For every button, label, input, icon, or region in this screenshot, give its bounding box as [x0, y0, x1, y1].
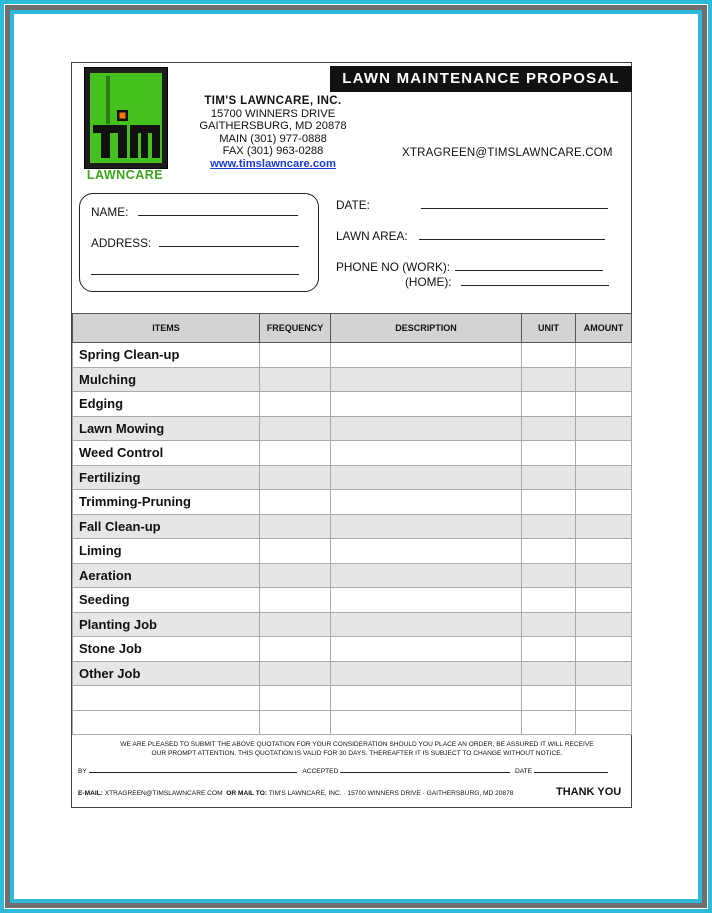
amount-cell[interactable] [576, 392, 632, 417]
amount-cell[interactable] [576, 514, 632, 539]
description-cell[interactable] [331, 367, 522, 392]
table-row [73, 612, 632, 637]
unit-cell[interactable] [522, 392, 576, 417]
amount-cell[interactable] [576, 343, 632, 368]
table-row [73, 514, 632, 539]
unit-cell[interactable] [522, 416, 576, 441]
phone-home-field[interactable] [405, 275, 609, 289]
company-name: TIM'S LAWNCARE, INC. [204, 95, 342, 107]
frequency-cell[interactable] [260, 563, 331, 588]
item-name: Lawn Mowing [73, 416, 260, 441]
unit-cell[interactable] [522, 588, 576, 613]
quotation-note [92, 741, 622, 758]
proposal-sheet [71, 62, 632, 808]
frequency-cell[interactable] [260, 367, 331, 392]
item-name: Planting Job [73, 612, 260, 637]
email-label: E-MAIL: [78, 790, 103, 797]
address-field[interactable] [91, 236, 299, 250]
phone-home-label: (HOME): [405, 275, 452, 289]
signature-line [78, 766, 608, 775]
date-label: DATE: [336, 198, 370, 212]
accepted-label: ACCEPTED [302, 768, 339, 775]
amount-cell[interactable] [576, 612, 632, 637]
description-cell[interactable] [331, 465, 522, 490]
unit-cell[interactable] [522, 343, 576, 368]
amount-cell[interactable] [576, 416, 632, 441]
frequency-cell[interactable] [260, 661, 331, 686]
logo-wordmark: LAWNCARE [86, 168, 164, 182]
amount-cell[interactable] [576, 441, 632, 466]
table-row [73, 392, 632, 417]
table-row [73, 343, 632, 368]
company-main-phone: MAIN (301) 977-0888 [219, 132, 327, 145]
items-header: ITEMS [73, 314, 260, 343]
description-cell[interactable] [331, 539, 522, 564]
tim-logo-mark-icon [90, 73, 162, 163]
frequency-cell[interactable] [260, 588, 331, 613]
item-name: Seeding [73, 588, 260, 613]
frequency-cell[interactable] [260, 539, 331, 564]
item-name: Fertilizing [73, 465, 260, 490]
company-city: GAITHERSBURG, MD 20878 [199, 120, 347, 132]
quotation-note-line-2: OUR PROMPT ATTENTION. THIS QUOTATION IS VALID FOR 30 DAYS. THEREAFTER IT IS SUBJECT TO CHANGE WITHOUT NOTICE. [151, 749, 563, 757]
item-name: Stone Job [73, 637, 260, 662]
table-row [73, 661, 632, 686]
address-label: ADDRESS: [91, 236, 152, 250]
table-row [73, 588, 632, 613]
item-name: Trimming-Pruning [73, 490, 260, 515]
signature-date-field[interactable] [534, 766, 608, 773]
unit-cell[interactable] [522, 465, 576, 490]
description-cell[interactable] [331, 686, 522, 711]
by-label: BY [78, 768, 87, 775]
description-cell[interactable] [331, 637, 522, 662]
table-row [73, 686, 632, 711]
amount-cell[interactable] [576, 661, 632, 686]
frequency-cell[interactable] [260, 416, 331, 441]
lawn-area-field[interactable] [336, 229, 605, 243]
frequency-cell[interactable] [260, 392, 331, 417]
frequency-cell[interactable] [260, 490, 331, 515]
frequency-cell[interactable] [260, 441, 331, 466]
table-row [73, 637, 632, 662]
unit-cell[interactable] [522, 563, 576, 588]
lawn-area-label: LAWN AREA: [336, 229, 408, 243]
footer-mail-address: TIM'S LAWNCARE, INC. · 15700 WINNERS DRIVE · GAITHERSBURG, MD 20878 [268, 790, 514, 797]
footer-email: XTRAGREEN@TIMSLAWNCARE.COM [104, 790, 223, 797]
amount-cell[interactable] [576, 563, 632, 588]
table-row [73, 710, 632, 735]
amount-cell[interactable] [576, 637, 632, 662]
item-name: Weed Control [73, 441, 260, 466]
description-cell[interactable] [331, 710, 522, 735]
item-name[interactable] [73, 710, 260, 735]
item-name: Edging [73, 392, 260, 417]
item-name: Other Job [73, 661, 260, 686]
table-row [73, 490, 632, 515]
description-cell[interactable] [331, 612, 522, 637]
company-logo [82, 67, 168, 185]
unit-cell[interactable] [522, 367, 576, 392]
unit-cell[interactable] [522, 441, 576, 466]
frequency-cell[interactable] [260, 465, 331, 490]
amount-cell[interactable] [576, 686, 632, 711]
client-info-box [79, 193, 319, 292]
table-row [73, 563, 632, 588]
description-cell[interactable] [331, 416, 522, 441]
description-cell[interactable] [331, 490, 522, 515]
address-line-2-field[interactable] [91, 264, 299, 278]
amount-header: AMOUNT [576, 314, 632, 343]
description-cell[interactable] [331, 343, 522, 368]
company-fax: FAX (301) 963-0288 [222, 145, 324, 157]
phone-work-field[interactable] [336, 260, 603, 274]
unit-cell[interactable] [522, 710, 576, 735]
company-info [168, 95, 378, 170]
description-cell[interactable] [331, 514, 522, 539]
company-email: XTRAGREEN@TIMSLAWNCARE.COM [402, 147, 613, 159]
name-field[interactable] [91, 205, 298, 219]
unit-cell[interactable] [522, 490, 576, 515]
item-name: Fall Clean-up [73, 514, 260, 539]
table-header-row [73, 314, 632, 343]
frequency-cell[interactable] [260, 710, 331, 735]
table-row [73, 465, 632, 490]
description-cell[interactable] [331, 441, 522, 466]
phone-work-label: PHONE NO (WORK): [336, 260, 451, 274]
table-row [73, 367, 632, 392]
item-name: Liming [73, 539, 260, 564]
item-name: Mulching [73, 367, 260, 392]
unit-cell[interactable] [522, 612, 576, 637]
amount-cell[interactable] [576, 710, 632, 735]
proposal-title: LAWN MAINTENANCE PROPOSAL [330, 66, 632, 92]
frequency-cell[interactable] [260, 612, 331, 637]
table-row [73, 441, 632, 466]
item-name: Aeration [73, 563, 260, 588]
description-cell[interactable] [331, 588, 522, 613]
amount-cell[interactable] [576, 539, 632, 564]
items-table [72, 313, 632, 735]
description-header: DESCRIPTION [331, 314, 522, 343]
company-street: 15700 WINNERS DRIVE [210, 107, 336, 120]
by-signature-field[interactable] [89, 766, 297, 773]
date-field[interactable] [336, 198, 608, 212]
item-name[interactable] [73, 686, 260, 711]
unit-cell[interactable] [522, 514, 576, 539]
frequency-header: FREQUENCY [260, 314, 331, 343]
frequency-cell[interactable] [260, 343, 331, 368]
table-row [73, 416, 632, 441]
unit-cell[interactable] [522, 661, 576, 686]
name-label: NAME: [91, 205, 129, 219]
amount-cell[interactable] [576, 588, 632, 613]
frequency-cell[interactable] [260, 514, 331, 539]
item-name: Spring Clean-up [73, 343, 260, 368]
frequency-cell[interactable] [260, 686, 331, 711]
accepted-signature-field[interactable] [340, 766, 510, 773]
description-cell[interactable] [331, 563, 522, 588]
unit-cell[interactable] [522, 539, 576, 564]
unit-cell[interactable] [522, 686, 576, 711]
quotation-note-line-1: WE ARE PLEASED TO SUBMIT THE ABOVE QUOTATION FOR YOUR CONSIDERATION SHOULD YOU PLACE AN ORDER, BE ASSURED IT WILL RECEIVE [120, 741, 594, 748]
table-row [73, 539, 632, 564]
description-cell[interactable] [331, 392, 522, 417]
mail-to-label: OR MAIL TO: [226, 790, 268, 797]
unit-header: UNIT [522, 314, 576, 343]
contact-line [78, 790, 513, 797]
signature-date-label: DATE [514, 768, 533, 775]
amount-cell[interactable] [576, 490, 632, 515]
thank-you-text: THANK YOU [556, 786, 622, 798]
amount-cell[interactable] [576, 465, 632, 490]
unit-cell[interactable] [522, 637, 576, 662]
amount-cell[interactable] [576, 367, 632, 392]
company-website-link[interactable]: www.timslawncare.com [210, 157, 336, 170]
description-cell[interactable] [331, 661, 522, 686]
frequency-cell[interactable] [260, 637, 331, 662]
